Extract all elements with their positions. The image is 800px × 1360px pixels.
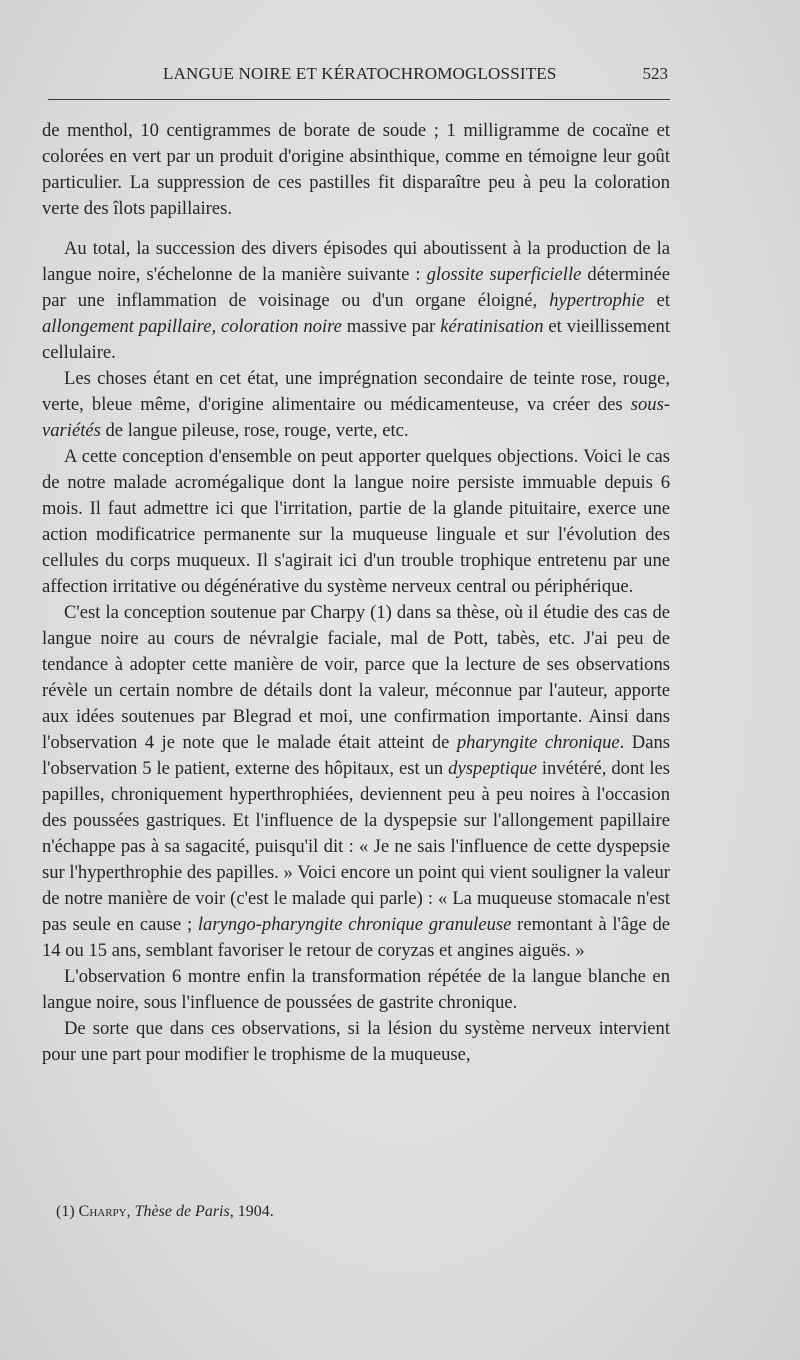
paragraph (42, 600, 670, 964)
text-run: et vieillissement cellulaire. (42, 316, 670, 363)
footnote-year: 1904. (237, 1203, 274, 1220)
paragraph (42, 964, 670, 1016)
paragraph (42, 444, 670, 600)
footnote-author: Charpy (78, 1203, 127, 1220)
paragraph (42, 366, 670, 444)
italic-term: sous-variétés (42, 394, 670, 441)
text-run: de langue pileuse, rose, rouge, verte, etc. (100, 420, 409, 441)
footnote (56, 1203, 274, 1221)
text-run: remontant à l'âge de 14 ou 15 ans, semblant favoriser le retour de coryzas et angines aiguës. » (42, 914, 670, 961)
footnote-comma: , (126, 1203, 135, 1220)
text-run: . Dans l'observation 5 le patient, externe des hôpitaux, est un (42, 732, 670, 779)
page-number: 523 (642, 64, 668, 83)
footnote-marker: (1) (56, 1203, 75, 1220)
running-title: LANGUE NOIRE ET KÉRATOCHROMOGLOSSITES (163, 64, 557, 83)
text-run: De sorte que dans ces observations, si la lésion du système nerveux intervient pour une part pour modifier le trophisme de la muqueuse, (42, 1018, 670, 1065)
footnote-comma-2: , (229, 1203, 238, 1220)
italic-term: dyspeptique (448, 758, 537, 779)
italic-term: kératinisation (440, 316, 544, 337)
page-header (48, 64, 668, 88)
text-run: massive par (341, 316, 441, 337)
italic-term: allongement papillaire, coloration noire (42, 316, 342, 337)
text-run: A cette conception d'ensemble on peut apporter quelques objections. Voici le cas de notre malade acromégalique dont la langue noire persiste immuable depuis 6 mois. Il faut admettre ici que l'irritation, partie de la glande pituitaire, exerce une action modificatrice permanente sur la muqueuse linguale et sur l'évolution des cellules du corps muqueux. Il s'agirait ici d'un trouble trophique entretenu par une affection irritative ou dégénérative du système nerveux central ou périphérique. (42, 446, 670, 597)
text-run: Au total, la succession des divers épisodes qui aboutissent à la production de la langue noire, s'échelonne de la manière suivante : (42, 238, 670, 285)
footnote-title: Thèse de Paris (134, 1203, 230, 1220)
paragraph (42, 1016, 670, 1068)
italic-term: laryngo-pharyngite chronique granuleuse (197, 914, 512, 935)
italic-term: hypertrophie (549, 290, 645, 311)
header-rule (48, 99, 670, 100)
text-run: de menthol, 10 centigrammes de borate de soude ; 1 milligramme de cocaïne et colorées en vert par un produit d'origine absinthique, comme en témoigne leur goût particulier. La suppression de ces pastilles fit disparaître peu à peu la coloration verte des îlots papillaires. (42, 120, 670, 219)
text-run: C'est la conception soutenue par Charpy (1) dans sa thèse, où il étudie des cas de langue noire au cours de névralgie faciale, mal de Pott, tabès, etc. J'ai peu de tendance à adopter cette manière de voir, parce que la lecture de ses observations révèle un certain nombre de détails dont la valeur, méconnue par l'auteur, apporte aux idées soutenues par Blegrad et moi, une confirmation importante. Ainsi dans l'observation 4 je note que le malade était atteint de (42, 602, 670, 753)
text-run: Les choses étant en cet état, une imprégnation secondaire de teinte rose, rouge, verte, bleue même, d'origine alimentaire ou médicamenteuse, va créer des (42, 368, 670, 415)
text-run: invétéré, dont les papilles, chroniquement hyperthrophiées, deviennent peu à peu noires à l'occasion des poussées gastriques. Et l'influence de la dyspepsie sur l'allongement papillaire n'échappe pas à sa sagacité, puisqu'il dit : « Je ne sais l'influence de cette dyspepsie sur l'hyperthrophie des papilles. » Voici encore un point qui vient souligner la valeur de notre manière de voir (c'est le malade qui parle) : « La muqueuse stomacale n'est pas seule en cause ; (42, 758, 671, 935)
paragraph (42, 118, 670, 222)
text-run: et (644, 290, 670, 311)
text-run: déterminée par une inflammation de voisinage ou d'un organe éloigné, (42, 264, 670, 311)
paragraph (42, 236, 670, 366)
italic-term: pharyngite chronique (456, 732, 620, 753)
text-run: L'observation 6 montre enfin la transformation répétée de la langue blanche en langue noire, sous l'influence de poussées de gastrite chronique. (42, 966, 670, 1013)
body-text (42, 118, 670, 1068)
italic-term: glossite superficielle (426, 264, 582, 285)
